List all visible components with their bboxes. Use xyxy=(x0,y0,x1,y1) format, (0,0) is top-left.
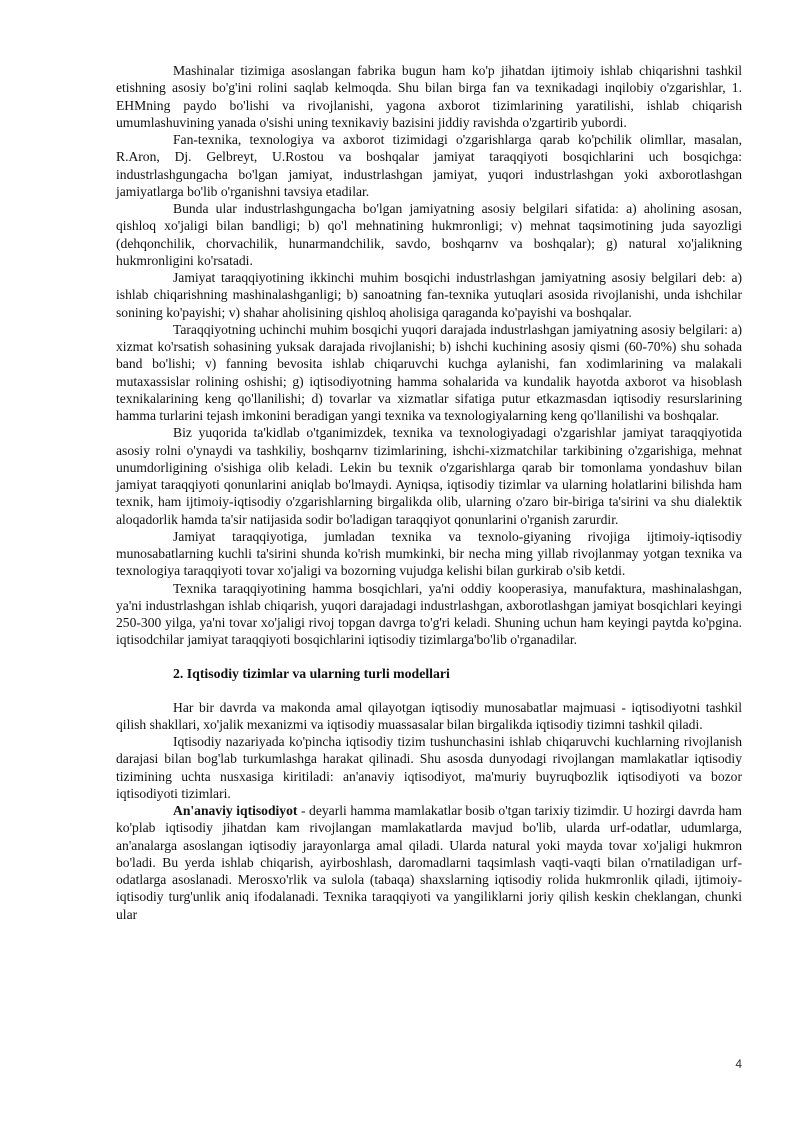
paragraph: Jamiyat taraqqiyotining ikkinchi muhim bosqichi industrlashgan jamiyatning asosiy belgilari deb: a) ishlab chiqarishning mashinalashganligi; b) sanoatning fan-texnika yutuqlari asosida rivojlanishi, unda ishchilar sonining ko'payishi; v) shahar aholisining qishloq aholisiga qaraganda ko'payishi va boshqalar. xyxy=(116,270,742,320)
paragraph: Fan-texnika, texnologiya va axborot tizimidagi o'zgarishlarga qarab ko'pchilik olimllar, masalan, R.Aron, Dj. Gelbreyt, U.Rostou va boshqalar jamiyat taraqqiyoti bosqichlarini uch bosqichga: industrlashgungacha bo'lgan jamiyat, industrlashgan jamiyat, yuqori industrlashgan yoki axborotlashgan jamiyatlarga bo'lib o'rganishni tavsiya etadilar. xyxy=(116,132,742,199)
paragraph: Biz yuqorida ta'kidlab o'tganimizdek, texnika va texnologiyadagi o'zgarishlar jamiyat taraqqiyotida asosiy rolni o'ynaydi va tashkiliy, boshqarnv tizimlarining, ishchi-xizmatchilar tarkibining o'zgarishiga, mehnat unumdorligining o'sishiga olib keladi. Lekin bu texnik o'zgarishlarga qarab bir tomonlama yondashuv bilan jamiyat taraqqiyoti qonunlarini aniqlab bo'lmaydi. Ayniqsa, iqtisodiy tizimlar va ularning holatlarini bilishda ham texnik, ham ijtimoiy-iqtisodiy o'zgarishlarning birgalikda olib, ularning o'zaro bir-biriga ta'sirini va shu dialektik aloqadorlik hamda ta'sir natijasida sodir bo'ladigan taraqqiyot qonunlarini o'rganish zarurdir. xyxy=(116,425,742,527)
paragraph-text: - deyarli hamma mamlakatlar bosib o'tgan tarixiy tizimdir. U hozirgi davrda ham ko'plab iqtisodiy jihatdan kam rivojlangan mamlakatlarda mavjud bo'lib, ularda urf-odatlar, udumlarga, an'analarga asoslangan iqtisodiy jarayonlarga amal qiladi. Ularda natural yoki mayda tovar xo'jaligi hukmron bo'ladi. Bu yerda ishlab chiqarish, ayirboshlash, daromadlarni taqsimlash vaqti-vaqti bilan o'rnatiladigan urf-odatlarga asoslanadi. Merosxo'rlik va sulola (tabaqa) shaxslarning iqtisodiy rolida hukmronlik qiladi, ijtimoiy-iqtisodiy turg'unlik aniq ifodalanadi. Texnika taraqqiyoti va yangiliklarni joriy qilish keskin cheklangan, chunki ular xyxy=(116,803,742,922)
paragraph: Bunda ular industrlashgungacha bo'lgan jamiyatning asosiy belgilari sifatida: a) aholining asosan, qishloq xo'jaligi bilan bandligi; b) qo'l mehnatining hukmronligi; v) mehnat taqsimotining juda sayozligi (dehqonchilik, chorvachilik, hunarmandchilik, savdo, boshqarnv va boshqalar); g) natural xo'jalikning hukmronligini ko'rsatadi. xyxy=(116,201,742,268)
paragraph: Iqtisodiy nazariyada ko'pincha iqtisodiy tizim tushunchasini ishlab chiqaruvchi kuchlarning rivojlanish darajasi bilan bog'lab turkumlashga harakat qilinadi. Shu asosda dunyodagi rivojlangan mamlakatlar iqtisodiy tizimining uchta nusxasiga kiritiladi: an'anaviy iqtisodiyot, ma'muriy buyruqbozlik iqtisodiyoti va bozor iqtisodiyoti tizimlari. xyxy=(116,734,742,801)
section-intro xyxy=(116,62,742,649)
section-economic-systems xyxy=(116,699,742,923)
document-page xyxy=(116,62,742,923)
page-number: 4 xyxy=(735,1057,742,1071)
paragraph: Taraqqiyotning uchinchi muhim bosqichi yuqori darajada industrlashgan jamiyatning asosiy belgilari: a) xizmat ko'rsatish sohasining yuksak darajada rivojlanishi; b) ishchi kuchining asosiy qismi (60-70%) shu sohada band bo'lishi; v) fanning bevosita ishlab chiqaruvchi kuchga aylanishi, fan xodimlarining va malakali mutaxassislar rolining oshishi; g) iqtisodiyotning hamma sohalarida va kundalik hayotda axborot va hisoblash texnikalarining keng qo'llanilishi; d) tovarlar va xizmatlar sifatiga putur etkazmasdan iqtisodiy resurslarining hamma turlarini tejash imkonini beradigan yangi texnika va texnologiyalarning keng qo'llanilishi va boshqalar. xyxy=(116,321,742,423)
paragraph: Har bir davrda va makonda amal qilayotgan iqtisodiy munosabatlar majmuasi - iqtisodiyotni tashkil qilish shakllari, xo'jalik mexanizmi va iqtisodiy muassasalar bilan birgalikda iqtisodiy tizimni tashkil qiladi. xyxy=(116,699,742,732)
paragraph: Jamiyat taraqqiyotiga, jumladan texnika va texnolo-giyaning rivojiga ijtimoiy-iqtisodiy munosabatlarning kuchli ta'sirini shunda ko'rish mumkinki, bir necha ming yillab rivojlanmay yotgan texnika va texnologiya taraqqiyoti tovar xo'jaligi va bozorning vujudga kelishi bilan gurkirab o'sib ketdi. xyxy=(116,528,742,579)
paragraph: Texnika taraqqiyotining hamma bosqichlari, ya'ni oddiy kooperasiya, manufaktura, mashinalashgan, ya'ni industrlashgan ishlab chiqarish, yuqori darajadagi industrlashgan, axborotlashgan jamiyat bosqichlari keyingi 250-300 yilga, ya'ni tovar xo'jaligi rivoj topgan davrga to'g'ri keladi. Shuning uchun ham keyingi paytda ko'pgina. iqtisodchilar jamiyat taraqqiyoti bosqichlarini iqtisodiy tizimlarga'bo'lib o'rganadilar. xyxy=(116,580,742,648)
paragraph: Mashinalar tizimiga asoslangan fabrika bugun ham ko'p jihatdan ijtimoiy ishlab chiqarishni tashkil etishning asosiy bo'g'ini rolini saqlab kelmoqda. Shu bilan birga fan va texnikadagi inqilobiy o'zgarishlar, 1. EHMning paydo bo'lishi va rivojlanishi, yagona axborot tizimlarining yaratilishi, ishlab chiqarish umumlashuvining yanada o'sishi uning texnikaviy bazisini jiddiy ravishda o'zgartirib yubordi. xyxy=(116,63,742,130)
paragraph-traditional-economy xyxy=(116,802,742,923)
term-traditional-economy: An'anaviy iqtisodiyot xyxy=(173,803,298,818)
section-heading: 2. Iqtisodiy tizimlar va ularning turli modellari xyxy=(173,665,450,681)
